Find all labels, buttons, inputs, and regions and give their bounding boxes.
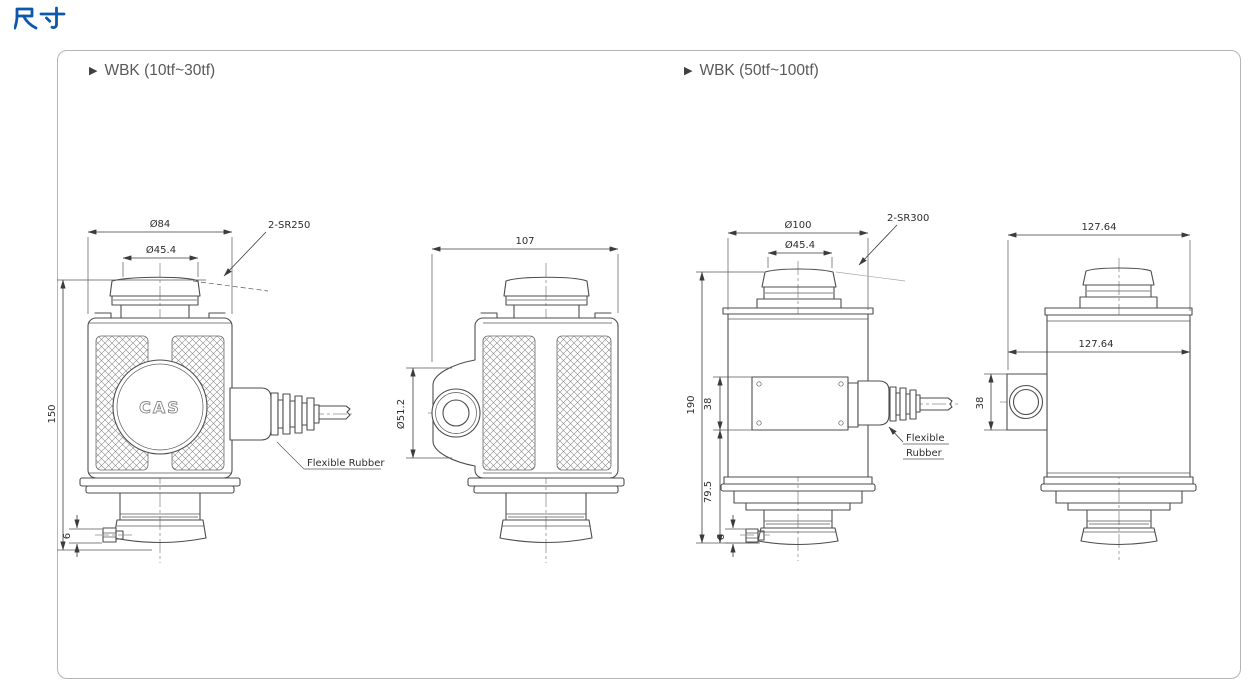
dim-inner-diameter: Ø45.4 — [784, 240, 816, 251]
hatch-panel — [483, 336, 535, 470]
cell-body — [1047, 315, 1190, 477]
flexible-rubber-ribs — [890, 387, 920, 421]
dim-boss-diameter: Ø51.2 — [396, 398, 407, 430]
flexible-rubber-note: Flexible Rubber — [307, 458, 385, 469]
wbk-large-front-view — [686, 213, 958, 561]
dim-plate-height: 38 — [703, 397, 714, 411]
cable-gland — [230, 388, 271, 440]
label-wbk-small-text: WBK (10tf~30tf) — [104, 62, 216, 79]
dim-bolt-offset: 6 — [62, 532, 73, 540]
triangle-marker-icon: ▶ — [684, 64, 693, 77]
cable-boss — [432, 389, 480, 437]
cell-body — [728, 314, 868, 477]
cas-logo: CAS — [139, 398, 181, 417]
wbk-small-side-view — [395, 236, 624, 563]
wbk-small-front-view — [47, 218, 385, 563]
dim-bolt-offset: 6 — [716, 533, 727, 541]
flexible-rubber-note-line2: Rubber — [906, 448, 942, 459]
top-load-button — [762, 269, 836, 287]
top-load-button — [1083, 268, 1154, 285]
flexible-rubber-note-line1: Flexible — [906, 433, 945, 444]
dim-lower-height: 79.5 — [703, 480, 714, 504]
label-wbk-large-text: WBK (50tf~100tf) — [699, 62, 819, 79]
dim-width-overall: 127.64 — [1081, 222, 1117, 233]
flexible-rubber-ribs — [271, 393, 319, 435]
dim-width-body: 127.64 — [1078, 339, 1114, 350]
wbk-large-side-view — [975, 222, 1196, 560]
dim-outer-diameter: Ø100 — [784, 220, 812, 231]
dim-sphere-radius: 2-SR300 — [887, 213, 930, 224]
hatch-panel — [557, 336, 611, 470]
dim-inner-diameter: Ø45.4 — [145, 245, 177, 256]
dim-sphere-radius: 2-SR250 — [268, 220, 311, 231]
bolt — [746, 529, 758, 542]
top-load-button — [504, 277, 589, 296]
cable-gland — [858, 381, 889, 425]
dim-outer-diameter: Ø84 — [149, 219, 171, 230]
dim-boss-height: 38 — [975, 396, 986, 410]
cable — [319, 406, 350, 419]
dim-height: 190 — [686, 395, 697, 415]
dim-width: 107 — [515, 236, 535, 247]
triangle-marker-icon: ▶ — [89, 64, 98, 77]
dim-height: 150 — [47, 404, 58, 424]
